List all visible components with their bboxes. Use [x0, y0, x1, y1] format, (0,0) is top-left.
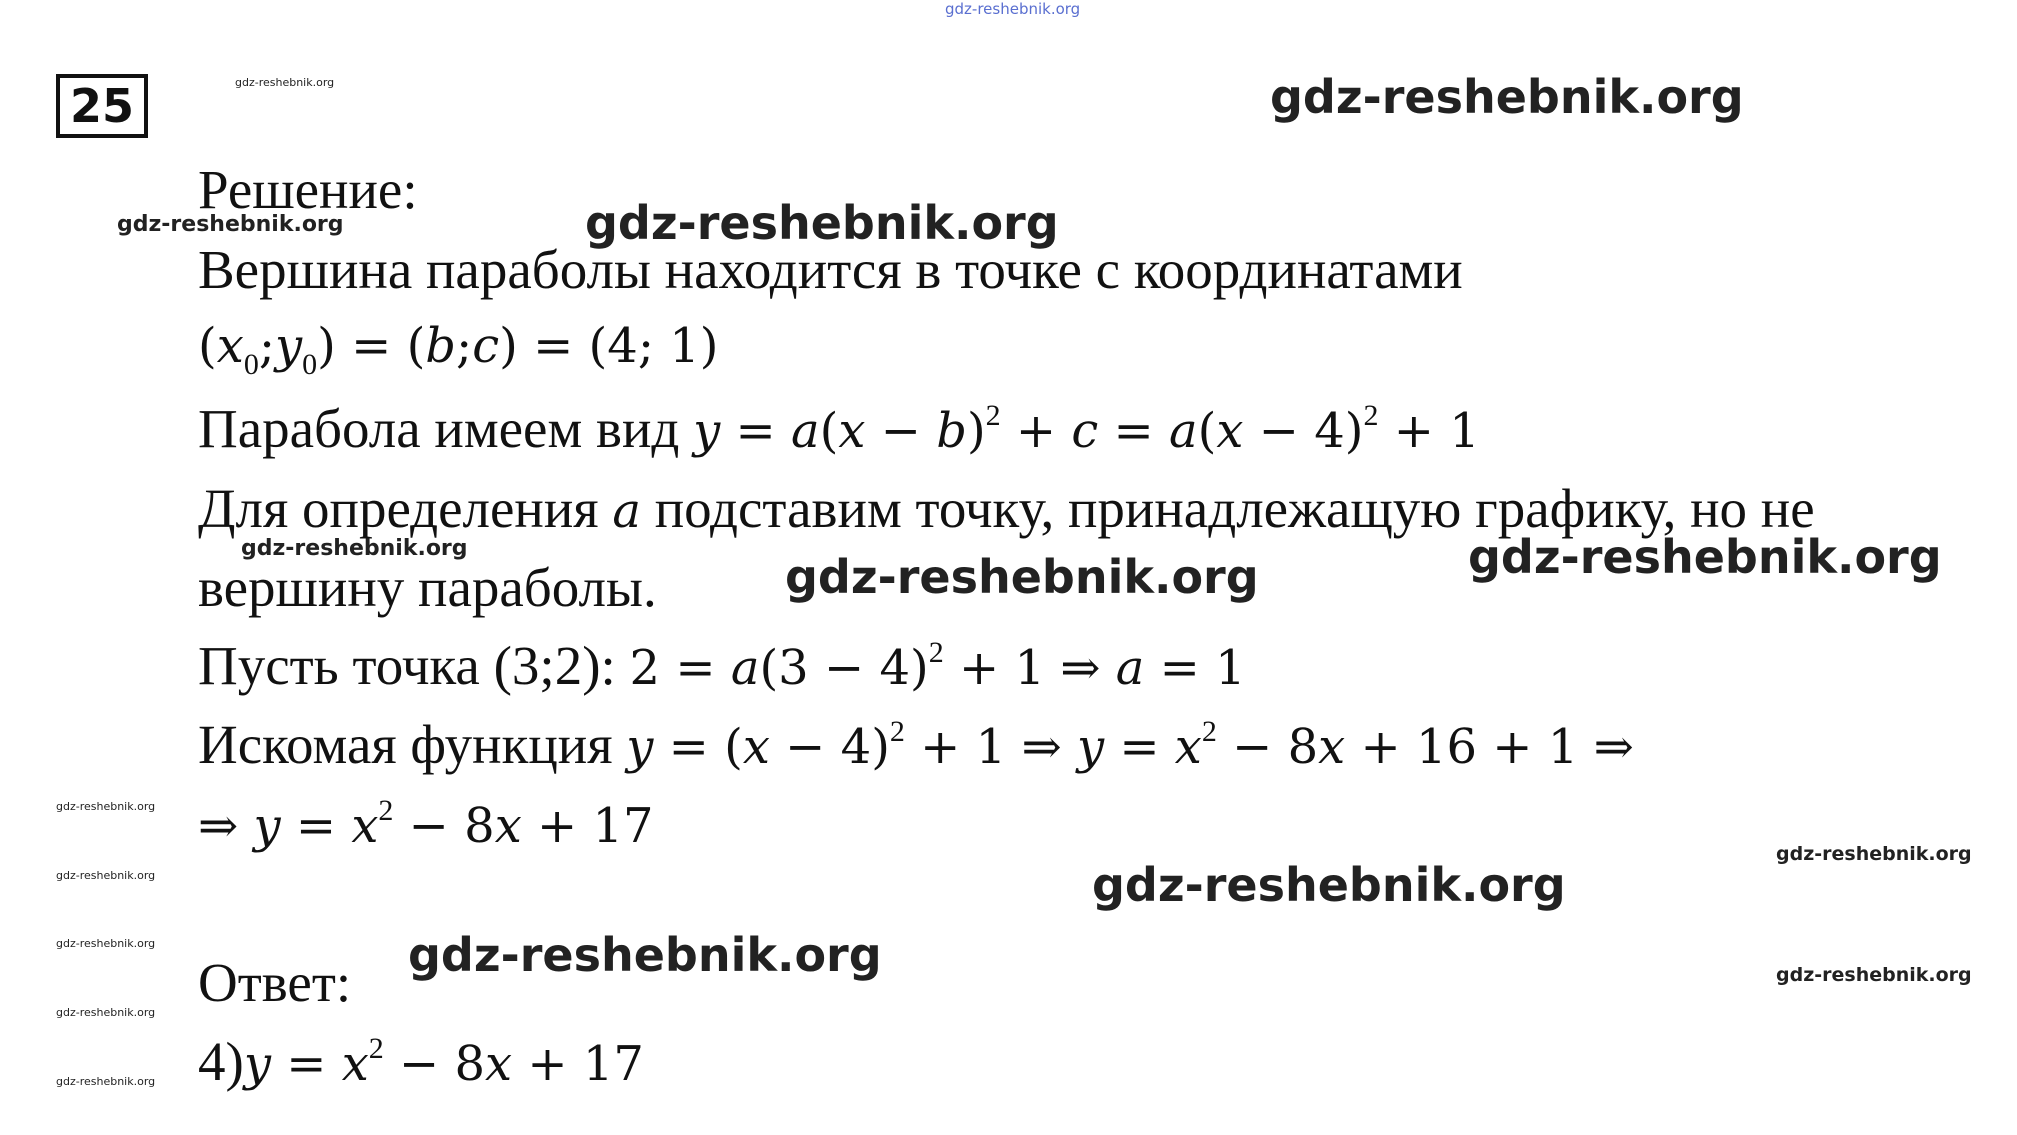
solution-line-2: $(x_0;y_0)$ = (b;c) = (4; 1)	[198, 318, 719, 381]
watermark-small: gdz-reshebnik.org	[56, 800, 156, 813]
watermark-small: gdz-reshebnik.org	[235, 76, 335, 89]
watermark-small: gdz-reshebnik.org	[56, 869, 156, 882]
watermark-large: gdz-reshebnik.org	[1092, 858, 1566, 912]
watermark-small: gdz-reshebnik.org	[56, 1075, 156, 1088]
watermark-large: gdz-reshebnik.org	[1270, 70, 1744, 124]
watermark-medium: gdz-reshebnik.org	[1776, 843, 1972, 865]
answer-line: $4)y = x^2 - 8x + 17$	[198, 1031, 644, 1092]
solution-line-5: вершину параболы.	[198, 557, 657, 618]
watermark-top: gdz-reshebnik.org	[945, 0, 1081, 18]
watermark-medium: gdz-reshebnik.org	[117, 212, 344, 237]
watermark-medium: gdz-reshebnik.org	[1776, 964, 1972, 986]
watermark-small: gdz-reshebnik.org	[56, 937, 156, 950]
watermark-large: gdz-reshebnik.org	[408, 928, 882, 982]
solution-line-3: Парабола имеем вид $y = a(x - b)^2 + c = a(x - 4)^2 + 1$	[198, 398, 1480, 459]
solution-line-1: Вершина параболы находится в точке с координатами	[198, 239, 1463, 300]
solution-line-6: Пусть точка (3;2): $2 = a(3 - 4)^2 + 1$ ⇒ a = 1	[198, 635, 1246, 696]
watermark-large: gdz-reshebnik.org	[785, 550, 1259, 604]
watermark-large: gdz-reshebnik.org	[585, 196, 1059, 250]
watermark-small: gdz-reshebnik.org	[56, 1006, 156, 1019]
solution-heading: Решение:	[198, 159, 418, 220]
solution-line-7: Искомая функция $y = (x - 4)^2 + 1$ ⇒ $y = x^2 - 8x + 16 + 1$ ⇒	[198, 714, 1634, 775]
answer-heading: Ответ:	[198, 952, 352, 1013]
watermark-medium: gdz-reshebnik.org	[241, 536, 468, 561]
solution-line-8: ⇒ $y = x^2 - 8x + 17$	[198, 794, 654, 854]
problem-number: 25	[56, 74, 148, 138]
watermark-large: gdz-reshebnik.org	[1468, 530, 1942, 584]
solution-line-4: Для определения a подставим точку, принадлежащую графику, но не	[198, 478, 1815, 539]
